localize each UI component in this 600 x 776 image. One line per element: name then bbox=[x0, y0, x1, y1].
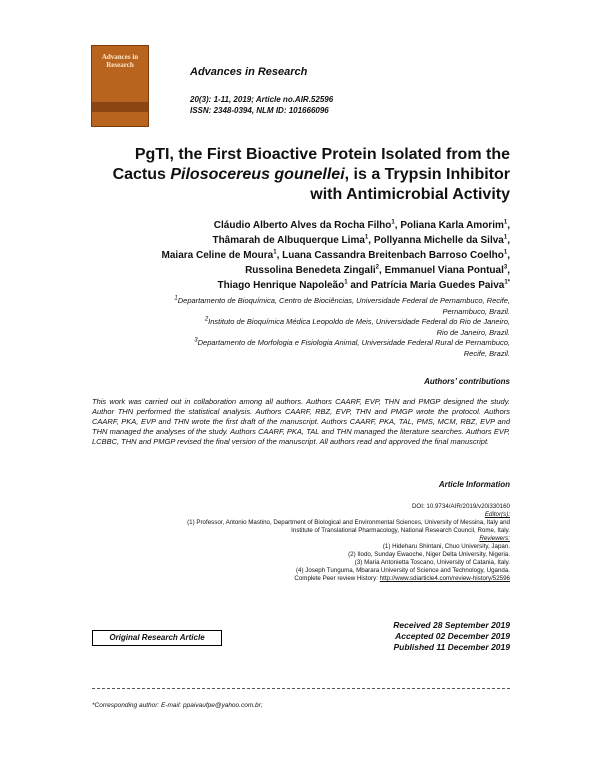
affiliation-2: $^2$Instituto de Bioquímica Médica Leopoldo de Meis, Universidade Federal do Rio de Janeiro, Rio de Janeiro, Brazil. bbox=[204, 316, 510, 337]
reviewer-item: (3) Maria Antonietta Toscano, University of Catania, Italy. bbox=[354, 559, 510, 566]
title-line-3: with Antimicrobial Activity bbox=[310, 186, 510, 203]
review-history-link[interactable]: http://www.sdiarticle4.com/review-history/52596 bbox=[379, 575, 510, 582]
author-affil-sup: 1 bbox=[391, 219, 395, 226]
contributions-text: This work was carried out in collaboration among all authors. Authors CAARF, EVP, THN and PMGP designed the study. Author THN performed the statistical analysis. Authors CAARF, RBZ, EVP, THN and PMGP wrote the protocol. Authors CAARF, PKA, EVP and THN wrote the first draft of the manuscript. Authors CAARF, PKA, TAL, PMS, MCM, RBZ, EVP and THN managed the analyses of the study. Authors CAARF, PKA, TAL and THN managed the literature searches. Authors EVP, LCBBC, THN and PMGP revised the final version of the manuscript. All authors read and approved the final manuscript. bbox=[92, 397, 510, 446]
contributions-heading: Authors’ contributions bbox=[424, 377, 510, 386]
accepted-date: Accepted 02 December 2019 bbox=[395, 631, 510, 641]
reviewer-item: (1) Hideharu Shintani, Chuo University, Japan. bbox=[382, 543, 510, 550]
cover-band bbox=[92, 102, 148, 112]
issn-line: ISSN: 2348-0394, NLM ID: 101666096 bbox=[190, 106, 329, 115]
journal-cover-image bbox=[91, 45, 149, 127]
author-affil-sup: 1* bbox=[504, 279, 510, 286]
author-name: Cláudio Alberto Alves da Rocha Filho bbox=[213, 220, 392, 231]
title-line-1: PgTI, the First Bioactive Protein Isolated from the bbox=[134, 146, 510, 163]
reviewers-label: Reviewers: bbox=[479, 535, 510, 542]
author-name: Thâmarah de Albuquerque Lima bbox=[212, 235, 365, 246]
author-line-1: Cláudio Alberto Alves da Rocha Filho$^1$, Poliana Karla Amorim$^1$, bbox=[213, 219, 510, 231]
author-affil-sup: 2 bbox=[375, 264, 380, 271]
article-info-heading: Article Information bbox=[438, 480, 510, 489]
journal-name: Advances in Research bbox=[190, 66, 308, 78]
publication-dates bbox=[300, 620, 510, 653]
author-name: Pollyanna Michelle da Silva bbox=[373, 235, 504, 246]
author-affil-sup: 1 bbox=[503, 219, 508, 226]
author-affil-sup: 3 bbox=[503, 264, 508, 271]
author-name: Russolina Benedeta Zingali bbox=[245, 265, 376, 276]
doi: DOI: 10.9734/AIR/2019/v20i330160 bbox=[411, 503, 510, 510]
paper-title bbox=[110, 145, 510, 205]
citation-block bbox=[190, 94, 333, 116]
author-name: Luana Cassandra Breitenbach Barroso Coelho bbox=[282, 250, 504, 261]
author-name: Poliana Karla Amorim bbox=[400, 220, 504, 231]
author-name: Thiago Henrique Napoleão bbox=[217, 280, 345, 291]
author-line-2: Thâmarah de Albuquerque Lima$^1$, Pollyanna Michelle da Silva$^1$, bbox=[212, 234, 510, 246]
affiliations bbox=[92, 296, 510, 359]
editor-label: Editor(s): bbox=[484, 511, 510, 518]
editor-line: (1) Professor, Antonio Mastino, Department of Biological and Environmental Sciences, University of Messina, Italy and bbox=[187, 519, 510, 526]
author-affil-sup: 1 bbox=[364, 234, 369, 241]
affiliation-1: $^1$Departamento de Bioquímica, Centro de Biociências, Universidade Federal de Pernambuco, Recife, Pernambuco, Brazil. bbox=[174, 295, 510, 316]
author-line-4: Russolina Benedeta Zingali$^2$, Emmanuel Viana Pontual$^3$, bbox=[245, 264, 510, 276]
reviewer-item: (4) Joseph Tunguma, Mbarara University of Science and Technology, Uganda. bbox=[295, 567, 510, 574]
reviewer-item: (2) Ilodo, Sunday Ewaoche, Niger Delta University, Nigeria. bbox=[348, 551, 510, 558]
author-affil-sup: 1 bbox=[344, 279, 348, 286]
cover-title: Advances in Research bbox=[101, 53, 139, 69]
author-list bbox=[100, 218, 510, 293]
author-line-3: Maiara Celine de Moura$^1$, Luana Cassandra Breitenbach Barroso Coelho$^1$, bbox=[161, 249, 510, 261]
author-affil-sup: 1 bbox=[503, 234, 508, 241]
author-line-5: Thiago Henrique Napoleão$^1$ and Patrícia Maria Guedes Paiva$^{1*}$ bbox=[217, 279, 510, 291]
received-date: Received 28 September 2019 bbox=[393, 620, 510, 630]
corresponding-author-note: *Corresponding author: E-mail: ppaivaufpe@yahoo.com.br; bbox=[92, 702, 263, 709]
article-type-badge: Original Research Article bbox=[92, 630, 222, 646]
species-name: Pilosocereus gounellei bbox=[170, 166, 345, 183]
author-affil-sup: 1 bbox=[273, 249, 277, 256]
author-affil-sup: 1 bbox=[503, 249, 508, 256]
citation-line: 20(3): 1-11, 2019; Article no.AIR.52596 bbox=[190, 95, 334, 104]
published-date: Published 11 December 2019 bbox=[393, 642, 510, 652]
author-name: Emmanuel Viana Pontual bbox=[384, 265, 504, 276]
author-name: Patrícia Maria Guedes Paiva bbox=[370, 280, 505, 291]
editor-line: Institute of Translational Pharmacology, National Research Council, Rome, Italy. bbox=[291, 527, 510, 534]
title-line-2: Cactus Pilosocereus gounellei, is a Trypsin Inhibitor bbox=[112, 166, 510, 183]
author-name: Maiara Celine de Moura bbox=[161, 250, 274, 261]
article-info-block bbox=[92, 503, 510, 583]
affiliation-3: $^3$Departamento de Morfologia e Fisiologia Animal, Universidade Federal Rural de Pernambuco, Recife, Brazil. bbox=[194, 337, 510, 358]
footnote-divider bbox=[92, 688, 510, 689]
peer-review-history: Complete Peer review History: http://www.sdiarticle4.com/review-history/52596 bbox=[294, 575, 510, 582]
